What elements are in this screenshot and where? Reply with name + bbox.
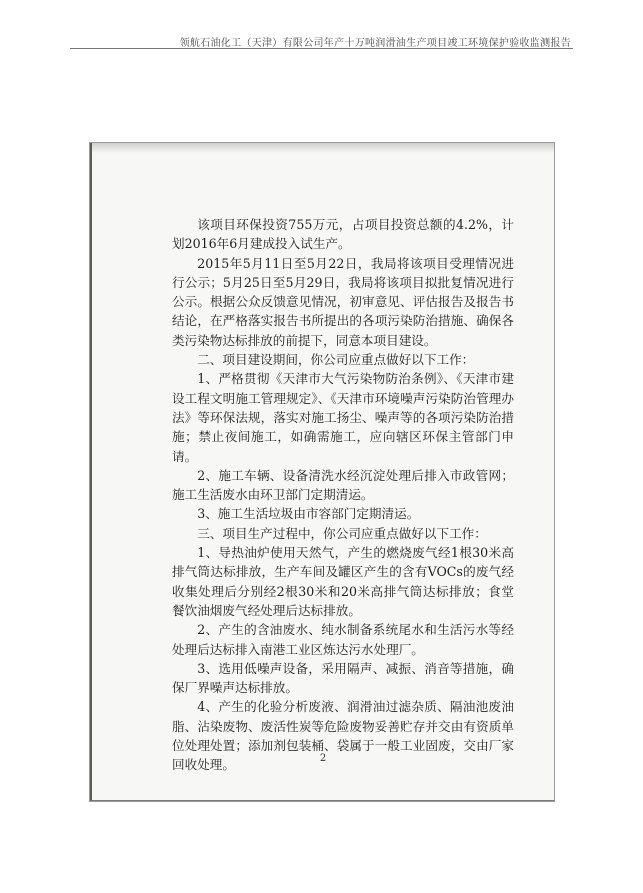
heading-production-process: 三、项目生产过程中，你公司应重点做好以下工作：	[197, 525, 487, 541]
page-number: 2	[319, 753, 327, 764]
paragraph-public-notice: 2015年5月11日至5月22日，我局将该项目受理情况进行公示；5月25日至5月29日，我局将该项目拟批复情况进行公示。根据公众反馈意见情况，初审意见、评估报告及报告书结论，在严格落实报告书所提出的各项污染防治措施、确保各类污染物达标排放的前提下，同意本项目建设。	[172, 255, 514, 348]
heading-construction-period: 二、项目建设期间，你公司应重点做好以下工作：	[197, 352, 475, 368]
paragraph-investment: 该项目环保投资755万元，占项目投资总额的4.2%，计划2016年6月建成投入试生产。	[172, 217, 514, 252]
letter-body	[172, 215, 514, 775]
item-construction-3: 3、施工生活垃圾由市容部门定期清运。	[197, 506, 420, 522]
scan-edge-shadow	[92, 143, 554, 153]
scanned-letter-page	[90, 143, 554, 801]
report-running-header: 领航石油化工（天津）有限公司年产十万吨润滑油生产项目竣工环境保护验收监测报告	[179, 38, 571, 49]
item-production-2: 2、产生的含油废水、纯水制备系统尾水和生活污水等经处理后达标排入南港工业区炼达污水处理厂。	[172, 622, 514, 657]
item-production-3: 3、选用低噪声设备，采用隔声、减振、消音等措施，确保厂界噪声达标排放。	[172, 660, 514, 696]
item-construction-2: 2、施工车辆、设备清洗水经沉淀处理后排入市政管网；施工生活废水由环卫部门定期清运。	[172, 467, 514, 503]
item-production-1: 1、导热油炉使用天然气，产生的燃烧废气经1根30米高排气筒达标排放，生产车间及罐区产生的含有VOCs的废气经收集处理后分别经2根30米和20米高排气筒达标排放；食堂餐饮油烟废气经处理后达标排放。	[172, 545, 514, 618]
item-construction-1: 1、严格贯彻《天津市大气污染物防治条例》、《天津市建设工程文明施工管理规定》、《天津市环境噪声污染防治管理办法》等环保法规，落实对施工扬尘、噪声等的各项污染防治措施；禁止夜间施工，如确需施工，应向辖区环保主管部门申请。	[172, 371, 514, 464]
header-divider	[70, 48, 573, 49]
item-production-4: 4、产生的化验分析废液、润滑油过滤杂质、隔油池废油脂、沾染废物、废活性炭等危险废物妥善贮存并交由有资质单位处理处置；添加剂包装桶、袋属于一般工业固废，交由厂家回收处理。	[172, 699, 514, 773]
